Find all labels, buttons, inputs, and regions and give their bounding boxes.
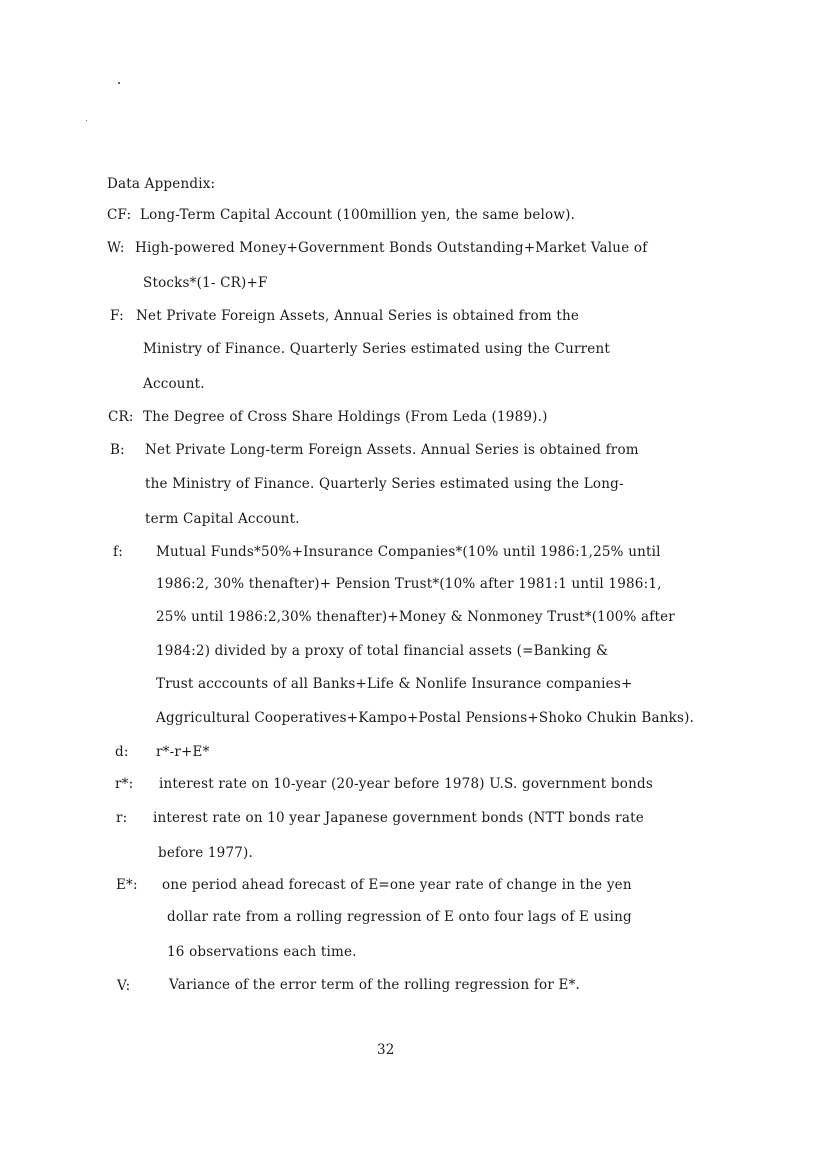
f-label: F: <box>110 308 124 324</box>
appendix-heading: Data Appendix: <box>107 176 216 192</box>
f-lower-text-line: 1984:2) divided by a proxy of total financial assets (=Banking & <box>156 643 609 659</box>
v-text: Variance of the error term of the rolling regression for E*. <box>169 977 581 993</box>
f-lower-label: f: <box>113 544 123 560</box>
v-label: V: <box>117 978 131 994</box>
f-text-line: Account. <box>143 376 205 392</box>
w-text-line: High-powered Money+Government Bonds Outstanding+Market Value of <box>135 240 648 256</box>
scan-speck <box>118 82 120 84</box>
r-label: r: <box>116 810 128 826</box>
b-label: B: <box>110 442 125 458</box>
scan-speck <box>86 120 87 121</box>
e-star-label: E*: <box>116 877 138 893</box>
page-number: 32 <box>377 1042 395 1058</box>
w-text-line: Stocks*(1- CR)+F <box>143 275 268 291</box>
cr-label: CR: <box>108 409 134 425</box>
e-star-text-line: dollar rate from a rolling regression of E onto four lags of E using <box>167 909 632 925</box>
e-star-text-line: 16 observations each time. <box>167 944 357 960</box>
r-star-label: r*: <box>115 776 134 792</box>
d-text: r*-r+E* <box>156 744 210 760</box>
f-text-line: Ministry of Finance. Quarterly Series estimated using the Current <box>143 341 610 357</box>
f-lower-text-line: 1986:2, 30% thenafter)+ Pension Trust*(10% after 1981:1 until 1986:1, <box>156 576 662 592</box>
w-label: W: <box>107 240 125 256</box>
d-label: d: <box>115 744 129 760</box>
f-lower-text-line: 25% until 1986:2,30% thenafter)+Money & Nonmoney Trust*(100% after <box>156 609 675 625</box>
b-text-line: term Capital Account. <box>145 511 300 527</box>
f-lower-text-line: Mutual Funds*50%+Insurance Companies*(10% until 1986:1,25% until <box>156 544 661 560</box>
e-star-text-line: one period ahead forecast of E=one year rate of change in the yen <box>162 877 632 893</box>
r-star-text: interest rate on 10-year (20-year before 1978) U.S. government bonds <box>159 776 653 792</box>
cf-label: CF: <box>107 207 132 223</box>
f-text-line: Net Private Foreign Assets, Annual Series is obtained from the <box>136 308 580 324</box>
r-text-line: before 1977). <box>158 845 254 861</box>
f-lower-text-line: Trust acccounts of all Banks+Life & Nonlife Insurance companies+ <box>156 676 633 692</box>
cf-text: Long-Term Capital Account (100million yen, the same below). <box>140 207 576 223</box>
f-lower-text-line: Aggricultural Cooperatives+Kampo+Postal Pensions+Shoko Chukin Banks). <box>156 710 695 726</box>
r-text-line: interest rate on 10 year Japanese government bonds (NTT bonds rate <box>153 810 644 826</box>
b-text-line: Net Private Long-term Foreign Assets. Annual Series is obtained from <box>145 442 639 458</box>
b-text-line: the Ministry of Finance. Quarterly Series estimated using the Long- <box>145 476 624 492</box>
cr-text: The Degree of Cross Share Holdings (From Leda (1989).) <box>143 409 548 425</box>
